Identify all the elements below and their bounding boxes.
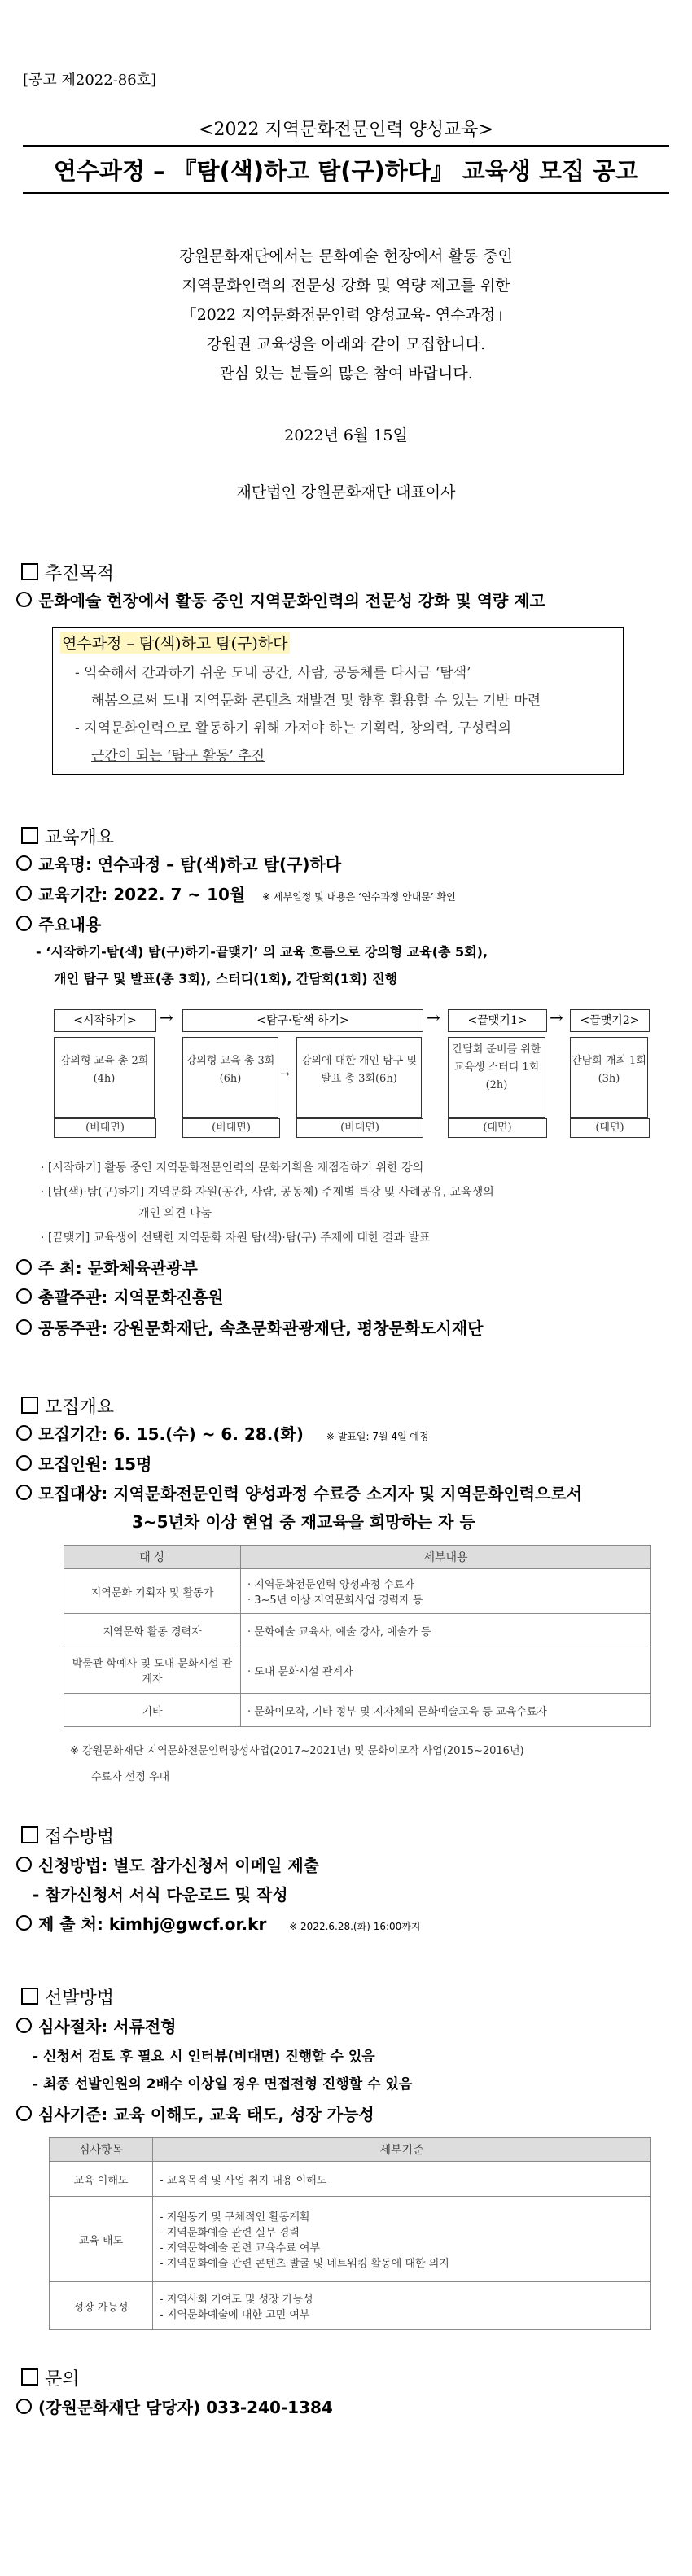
arrow-right-icon: → xyxy=(550,1008,563,1027)
program-note: 개인 의견 나눔 xyxy=(138,1207,212,1220)
recruit-target: 모집대상: 지역문화전문인력 양성과정 수료증 소지자 및 지역문화인력으로서 xyxy=(16,1480,582,1504)
table-row: 교육 이해도 - 교육목적 및 사업 취지 내용 이해도 xyxy=(50,2162,651,2197)
flow-head-finish2: <끝맺기2> xyxy=(570,1009,650,1032)
intro-line: 강원권 교육생을 아래와 같이 모집합니다. xyxy=(206,335,486,353)
table-header: 세부기준 xyxy=(153,2138,651,2162)
issuer: 재단법인 강원문화재단 대표이사 xyxy=(236,483,456,501)
circle-bullet-icon xyxy=(16,1857,32,1872)
purpose-box-title: 연수과정 – 탐(색)하고 탐(구)하다 xyxy=(60,632,290,654)
circle-bullet-icon xyxy=(16,1425,32,1441)
purpose-box-line: - 익숙해서 간과하기 쉬운 도내 공간, 사람, 공동체를 다시금 ‘탐색’ xyxy=(75,665,471,681)
notice-date: 2022년 6월 15일 xyxy=(284,426,408,444)
selection-criteria: 심사기준: 교육 이해도, 교육 태도, 성장 가능성 xyxy=(16,2101,374,2125)
circle-bullet-icon xyxy=(16,855,32,871)
intro-line: 관심 있는 분들의 많은 참여 바랍니다. xyxy=(219,365,473,383)
host: 주 최: 문화체육관광부 xyxy=(16,1255,198,1279)
square-bullet-icon xyxy=(21,827,38,844)
circle-bullet-icon xyxy=(16,1455,32,1471)
table-row: 박물관 학예사 및 도내 문화시설 관계자 · 도내 문화시설 관계자 xyxy=(64,1647,651,1694)
section-title-overview: 교육개요 xyxy=(21,824,114,849)
selection-line: - 최종 선발인원의 2배수 이상일 경우 면접전형 진행할 수 있음 xyxy=(33,2076,413,2093)
intro-line: 강원문화재단에서는 문화예술 현장에서 활동 중인 xyxy=(179,247,513,265)
selection-process: 심사절차: 서류전형 xyxy=(16,2014,177,2037)
program-note: · [시작하기] 활동 중인 지역문화전문인력의 문화기획을 재점검하기 위한 강의 xyxy=(41,1161,424,1174)
circle-bullet-icon xyxy=(16,1915,32,1931)
arrow-right-icon: → xyxy=(427,1008,440,1027)
recruit-footnote: ※ 강원문화재단 지역문화전문인력양성사업(2017~2021년) 및 문화이모작 사업(2015~2016년) xyxy=(70,1745,524,1757)
table-row: 교육 태도 - 지원동기 및 구체적인 활동계획 - 지역문화예술 관련 실무 경력 - 지역문화예술 관련 교육수료 여부 - 지역문화예술 관련 콘텐츠 발굴 및 네트워킹 활동에 대한 의지 xyxy=(50,2197,651,2282)
square-bullet-icon xyxy=(21,2368,38,2386)
table-header: 심사항목 xyxy=(50,2138,153,2162)
content-line: 개인 탐구 및 발표(총 3회), 스터디(1회), 간담회(1회) 진행 xyxy=(54,971,398,986)
circle-bullet-icon xyxy=(16,1485,32,1500)
program-note: · [탐(색)·탐(구)하기] 지역문화 자원(공간, 사람, 공동체) 주제별 특강 및 사례공유, 교육생의 xyxy=(41,1186,494,1199)
arrow-right-icon: → xyxy=(280,1068,290,1081)
organizer: 총괄주관: 지역문화진흥원 xyxy=(16,1284,223,1308)
flow-head-finish1: <끝맺기1> xyxy=(448,1009,547,1032)
square-bullet-icon xyxy=(21,1988,38,2005)
apply-method: 신청방법: 별도 참가신청서 이메일 제출 xyxy=(16,1852,319,1876)
flow-box-lecture: 강의형 교육 총 3회 (6h) xyxy=(182,1037,278,1118)
main-title: 연수과정 – 『탐(색)하고 탐(구)하다』 교육생 모집 공고 xyxy=(53,157,639,185)
purpose-item: 문화예술 현장에서 활동 중인 지역문화인력의 전문성 강화 및 역량 제고 xyxy=(16,588,545,611)
purpose-box-line: - 지역문화인력으로 활동하기 위해 가져야 하는 기획력, 창의력, 구성력의 xyxy=(75,720,512,737)
purpose-box-line: 근간이 되는 ‘탐구 활동’ 추진 xyxy=(91,748,265,764)
flow-format: (비대면) xyxy=(182,1118,280,1138)
contact: (강원문화재단 담당자) 033-240-1384 xyxy=(16,2394,333,2418)
recruit-footnote: 수료자 선정 우대 xyxy=(91,1771,170,1783)
circle-bullet-icon xyxy=(16,1259,32,1275)
recruit-target-line2: 3~5년차 이상 현업 중 재교육을 희망하는 자 등 xyxy=(132,1512,475,1532)
recruit-target-table xyxy=(64,1545,651,1727)
section-title-apply: 접수방법 xyxy=(21,1823,114,1848)
square-bullet-icon xyxy=(21,1826,38,1843)
flow-format: (비대면) xyxy=(296,1118,423,1138)
circle-bullet-icon xyxy=(16,2018,32,2033)
circle-bullet-icon xyxy=(16,1319,32,1335)
table-row: 지역문화 활동 경력자 · 문화예술 교육사, 예술 강사, 예술가 등 xyxy=(64,1614,651,1647)
section-title-recruit: 모집개요 xyxy=(21,1393,114,1419)
co-organizer: 공동주관: 강원문화재단, 속초문화관광재단, 평창문화도시재단 xyxy=(16,1315,483,1339)
selection-line: - 신청서 검토 후 필요 시 인터뷰(비대면) 진행할 수 있음 xyxy=(33,2049,375,2065)
flow-head-explore: <탐구·탐색 하기> xyxy=(182,1009,423,1032)
content-line: - ‘시작하기-탐(색) 탐(구)하기-끝맺기’ 의 교육 흐름으로 강의형 교육(총 5회), xyxy=(36,944,488,960)
section-title-selection: 선발방법 xyxy=(21,1984,114,2010)
arrow-right-icon: → xyxy=(160,1008,173,1027)
circle-bullet-icon xyxy=(16,592,32,607)
recruit-period: 모집기간: 6. 15.(수) ~ 6. 28.(화) ※ 발표일: 7월 4일 예정 xyxy=(16,1421,429,1445)
table-header: 대 상 xyxy=(64,1546,241,1569)
section-title-contact: 문의 xyxy=(21,2365,80,2390)
course-period: 교육기간: 2022. 7 ~ 10월 ※ 세부일정 및 내용은 ‘연수과정 안내문’ 확인 xyxy=(16,881,456,905)
criteria-table xyxy=(49,2137,651,2330)
circle-bullet-icon xyxy=(16,2106,32,2121)
flow-format: (대면) xyxy=(448,1118,547,1138)
table-row: 기타 · 문화이모작, 기타 정부 및 지자체의 문화예술교육 등 교육수료자 xyxy=(64,1694,651,1727)
circle-bullet-icon xyxy=(16,886,32,901)
intro-line: 「2022 지역문화전문인력 양성교육- 연수과정」 xyxy=(181,306,511,324)
flow-box-start: 강의형 교육 총 2회 (4h) xyxy=(54,1037,155,1118)
table-header: 세부내용 xyxy=(241,1546,651,1569)
flow-box-research: 강의에 대한 개인 탐구 및 발표 총 3회(6h) xyxy=(296,1037,422,1118)
circle-bullet-icon xyxy=(16,916,32,931)
recruit-count: 모집인원: 15명 xyxy=(16,1451,151,1475)
submit-to: 제 출 처: kimhj@gwcf.or.kr ※ 2022.6.28.(화) 16:00까지 xyxy=(16,1911,420,1935)
flow-head-start: <시작하기> xyxy=(54,1009,156,1032)
circle-bullet-icon xyxy=(16,1288,32,1304)
course-name: 교육명: 연수과정 – 탐(색)하고 탐(구)하다 xyxy=(16,851,341,875)
circle-bullet-icon xyxy=(16,2399,32,2414)
intro-line: 지역문화인력의 전문성 강화 및 역량 제고를 위한 xyxy=(182,277,510,295)
course-content: 주요내용 xyxy=(16,912,101,935)
flow-box-meeting: 간담회 개최 1회 (3h) xyxy=(570,1037,648,1118)
square-bullet-icon xyxy=(21,563,38,580)
flow-box-study: 간담회 준비를 위한 교육생 스터디 1회(2h) xyxy=(448,1037,545,1118)
notice-number: [공고 제2022-86호] xyxy=(23,72,157,89)
flow-format: (비대면) xyxy=(54,1118,156,1138)
square-bullet-icon xyxy=(21,1397,38,1414)
apply-sub: - 참가신청서 서식 다운로드 및 작성 xyxy=(33,1885,288,1905)
table-row: 성장 가능성 - 지역사회 기여도 및 성장 가능성 - 지역문화예술에 대한 고민 여부 xyxy=(50,2282,651,2330)
section-title-purpose: 추진목적 xyxy=(21,560,114,585)
subtitle: <2022 지역문화전문인력 양성교육> xyxy=(199,120,493,140)
table-row: 지역문화 기획자 및 활동가 · 지역문화전문인력 양성과정 수료자 · 3~5년 이상 지역문화사업 경력자 등 xyxy=(64,1569,651,1614)
purpose-box-line: 해봄으로써 도내 지역문화 콘텐츠 재발견 및 향후 활용할 수 있는 기반 마련 xyxy=(91,693,541,709)
flow-format: (대면) xyxy=(570,1118,650,1138)
program-note: · [끝맺기] 교육생이 선택한 지역문화 자원 탐(색)·탐(구) 주제에 대한 결과 발표 xyxy=(41,1231,431,1244)
